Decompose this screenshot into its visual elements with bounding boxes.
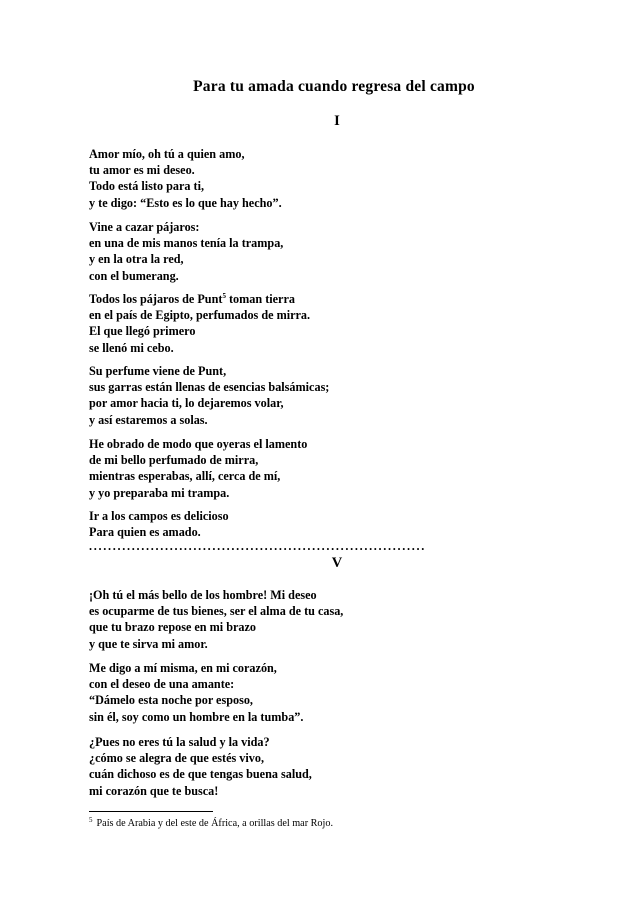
verse-line: y que te sirva mi amor. [89, 636, 208, 651]
stanza-2 [89, 219, 283, 284]
verse-line: es ocuparme de tus bienes, ser el alma de tu casa, [89, 604, 344, 619]
stanza-v-1 [89, 587, 343, 652]
verse-line: con el bumerang. [89, 268, 179, 283]
verse-line: Para quien es amado. [89, 525, 201, 540]
verse-line: de mi bello perfumado de mirra, [89, 453, 259, 468]
verse-line: cuán dichoso es de que tengas buena salud, [89, 767, 312, 782]
footnote-mark: 5 [89, 816, 93, 824]
verse-line-start: Todos los pájaros de Punt [89, 292, 223, 306]
footnote [89, 816, 333, 829]
verse-line: El que llegó primero [89, 324, 196, 339]
verse-line: y así estaremos a solas. [89, 412, 208, 427]
verse-line: mientras esperabas, allí, cerca de mí, [89, 469, 281, 484]
verse-line: en una de mis manos tenía la trampa, [89, 236, 284, 251]
section-numeral-v: V [331, 555, 343, 571]
stanza-v-3 [89, 734, 312, 799]
verse-line-end: toman tierra [225, 292, 295, 306]
poem-title: Para tu amada cuando regresa del campo [193, 78, 475, 95]
verse-line: y te digo: “Esto es lo que hay hecho”. [89, 195, 282, 210]
verse-line: mi corazón que te busca! [89, 783, 219, 798]
verse-line: ¡Oh tú el más bello de los hombre! Mi deseo [89, 588, 317, 602]
footnote-divider [89, 811, 213, 812]
stanza-6 [89, 508, 229, 540]
verse-line: He obrado de modo que oyeras el lamento [89, 437, 308, 451]
verse-line-with-footnote [89, 291, 310, 307]
verse-line: tu amor es mi deseo. [89, 163, 195, 178]
verse-line: ¿Pues no eres tú la salud y la vida? [89, 735, 270, 749]
verse-line: y yo preparaba mi trampa. [89, 485, 230, 500]
verse-line: sin él, soy como un hombre en la tumba”. [89, 709, 304, 724]
verse-line: Ir a los campos es delicioso [89, 509, 229, 523]
verse-line: “Dámelo esta noche por esposo, [89, 693, 253, 708]
stanza-3 [89, 291, 310, 356]
verse-line: ¿cómo se alegra de que estés vivo, [89, 751, 264, 766]
verse-line: sus garras están llenas de esencias balsámicas; [89, 380, 330, 395]
verse-line: en el país de Egipto, perfumados de mirra. [89, 308, 311, 323]
footnote-reference: 5 [222, 292, 226, 300]
verse-line: Amor mío, oh tú a quien amo, [89, 147, 245, 161]
section-numeral-i: I [334, 113, 340, 129]
verse-line: y en la otra la red, [89, 252, 184, 267]
stanza-5 [89, 436, 307, 501]
verse-line: se llenó mi cebo. [89, 340, 174, 355]
verse-line: con el deseo de una amante: [89, 677, 235, 692]
verse-line: que tu brazo repose en mi brazo [89, 620, 257, 635]
verse-line: Vine a cazar pájaros: [89, 220, 200, 234]
verse-line: Su perfume viene de Punt, [89, 364, 227, 378]
verse-line: por amor hacia ti, lo dejaremos volar, [89, 396, 284, 411]
stanza-4 [89, 363, 329, 428]
stanza-v-2 [89, 660, 303, 725]
stanza-1 [89, 146, 282, 211]
ellipsis-separator: ....................................................................... [89, 539, 427, 553]
verse-line: Me digo a mí misma, en mi corazón, [89, 661, 277, 675]
verse-line: Todo está listo para ti, [89, 179, 205, 194]
footnote-text: País de Arabia y del este de África, a orillas del mar Rojo. [96, 818, 334, 829]
